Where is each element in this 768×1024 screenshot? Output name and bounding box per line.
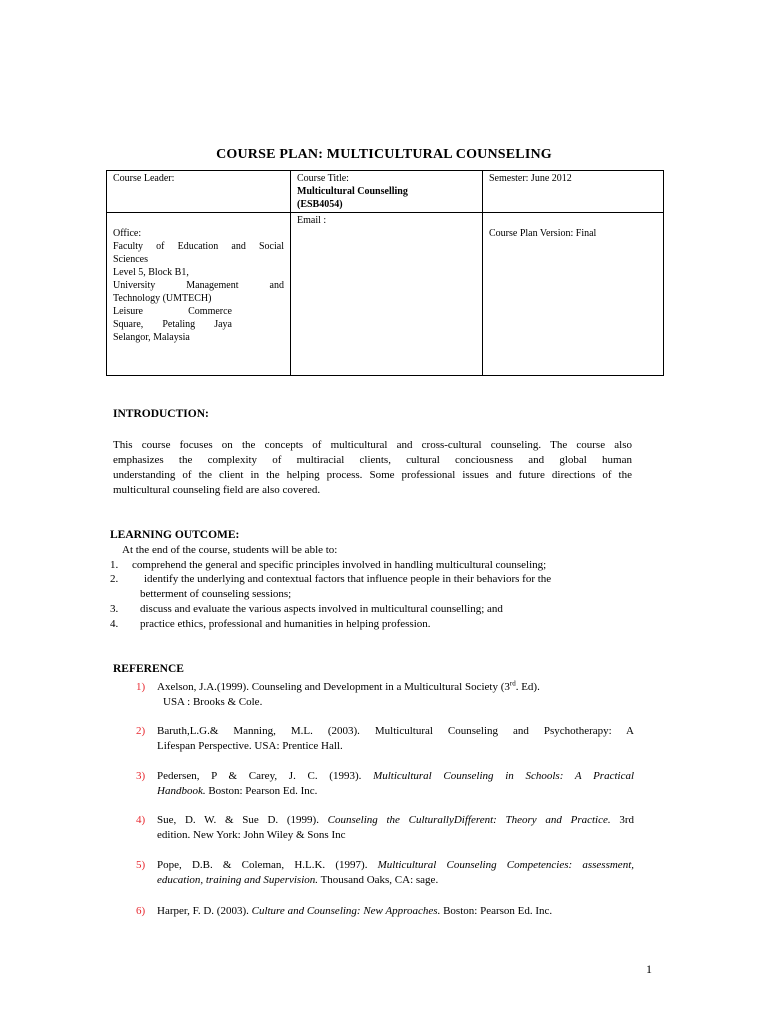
reference-line: USA : Brooks & Cole.	[163, 696, 263, 708]
reference-item	[136, 769, 634, 799]
reference-number: 3)	[136, 770, 146, 782]
reference-line: edition. New York: John Wiley & Sons Inc	[157, 829, 346, 841]
reference-item	[136, 813, 634, 843]
reference-line: Handbook. Boston: Pearson Ed. Inc.	[157, 785, 318, 797]
reference-line: Pedersen, P & Carey, J. C. (1993). Multicultural Counseling in Schools: A Practical	[157, 770, 635, 782]
email-label: Email :	[297, 215, 327, 226]
learning-outcome-list	[110, 543, 630, 631]
page-number: 1	[646, 962, 652, 976]
reference-number: 1)	[136, 681, 146, 693]
course-info-table	[106, 170, 664, 376]
list-item	[110, 602, 630, 617]
reference-line: Pope, D.B. & Coleman, H.L.K. (1997). Multicultural Counseling Competencies: assessment,	[157, 859, 634, 871]
office-line: Faculty of Education and Social	[113, 241, 284, 252]
list-number: 4.	[110, 617, 119, 630]
document-title: COURSE PLAN: MULTICULTURAL COUNSELING	[216, 147, 552, 162]
reference-number: 5)	[136, 859, 146, 871]
reference-line: Sue, D. W. & Sue D. (1999). Counseling the CulturallyDifferent: Theory and Practice. 3rd	[157, 814, 634, 826]
reference-number: 2)	[136, 725, 146, 737]
version-text: Course Plan Version: Final	[489, 228, 597, 239]
introduction-heading: INTRODUCTION:	[113, 408, 209, 420]
reference-item	[136, 724, 634, 754]
reference-heading: REFERENCE	[113, 663, 184, 675]
office-line: University Management and	[113, 280, 284, 291]
list-item-text: identify the underlying and contextual factors that influence people in their behaviors for the	[144, 573, 552, 586]
office-label: Office:	[113, 228, 142, 239]
reference-item	[136, 680, 634, 710]
learning-outcome-intro: At the end of the course, students will be able to:	[122, 544, 338, 556]
course-title-cell	[291, 171, 483, 213]
introduction-line: multicultural counseling field are also covered.	[113, 484, 321, 496]
list-number: 2.	[110, 573, 119, 586]
list-item	[110, 572, 630, 601]
course-leader-label: Course Leader:	[113, 173, 175, 184]
reference-line: education, training and Supervision. Thousand Oaks, CA: sage.	[157, 874, 439, 886]
introduction-paragraph	[113, 438, 632, 498]
table-row	[107, 171, 664, 213]
list-item-text: practice ethics, professional and humanities in helping profession.	[140, 617, 431, 630]
introduction-line: emphasizes the complexity of multiracial clients, cultural conciousness and global human	[113, 454, 632, 466]
semester-cell	[483, 171, 664, 213]
office-line: Leisure Commerce	[113, 306, 232, 317]
introduction-line: This course focuses on the concepts of multicultural and cross-cultural counseling. The course also	[113, 439, 632, 451]
reference-line: Lifespan Perspective. USA: Prentice Hall.	[157, 740, 343, 752]
reference-line: Harper, F. D. (2003). Culture and Counseling: New Approaches. Boston: Pearson Ed. Inc.	[157, 905, 553, 917]
email-cell	[291, 213, 483, 376]
office-line: Sciences	[113, 254, 148, 265]
reference-line: Baruth,L.G.& Manning, M.L. (2003). Multicultural Counseling and Psychotherapy: A	[157, 725, 634, 737]
office-cell	[107, 213, 291, 376]
course-leader-cell	[107, 171, 291, 213]
list-item-text: betterment of counseling sessions;	[140, 588, 292, 601]
office-line: Selangor, Malaysia	[113, 332, 190, 343]
semester-text: Semester: June 2012	[489, 173, 572, 184]
office-line: Square, Petaling Jaya	[113, 319, 232, 330]
list-item-text: comprehend the general and specific principles involved in handling multicultural counseling;	[132, 558, 547, 571]
list-item-text: discuss and evaluate the various aspects involved in multicultural counselling; and	[140, 602, 503, 615]
office-line: Technology (UMTECH)	[113, 293, 212, 304]
version-cell	[483, 213, 664, 376]
reference-item	[136, 904, 634, 919]
reference-item	[136, 858, 634, 888]
learning-outcome-heading: LEARNING OUTCOME:	[110, 529, 240, 541]
list-item	[110, 558, 630, 573]
list-number: 1.	[110, 558, 119, 571]
course-code: (ESB4054)	[297, 199, 343, 210]
introduction-line: understanding of the client in the helping process. Some professional issues and future directions of the	[113, 469, 632, 481]
reference-line: Axelson, J.A.(1999). Counseling and Development in a Multicultural Society (3rd. Ed).	[157, 679, 540, 693]
table-row	[107, 213, 664, 376]
office-line: Level 5, Block B1,	[113, 267, 189, 278]
reference-number: 4)	[136, 814, 146, 826]
list-number: 3.	[110, 602, 119, 615]
reference-number: 6)	[136, 905, 146, 917]
list-item	[110, 617, 630, 632]
course-title-value: Multicultural Counselling	[297, 186, 408, 197]
course-title-label: Course Title:	[297, 173, 349, 184]
